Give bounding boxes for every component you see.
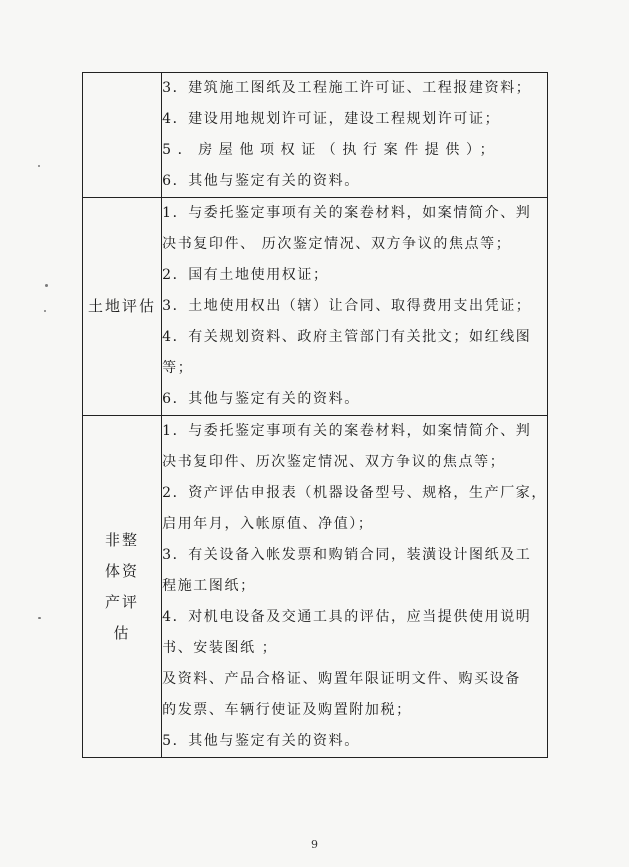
table-row (83, 73, 548, 198)
materials-cell (162, 416, 548, 758)
scan-speck (38, 617, 41, 619)
list-item: 2．资产评估申报表（机器设备型号、规格，生产厂家， (162, 485, 547, 501)
list-item: 1．与委托鉴定事项有关的案卷材料，如案情简介、判 (162, 423, 532, 439)
scan-speck (45, 284, 48, 287)
list-item: 5．房屋他项权证（执行案件提供）； (162, 142, 501, 158)
page-number: 9 (311, 838, 318, 851)
materials-cell (162, 198, 548, 416)
list-item: 4．有关规划资料、政府主管部门有关批文；如红线图 (162, 329, 532, 345)
list-item: 2．国有土地使用权证； (162, 267, 329, 283)
list-item: 3．土地使用权出（辖）让合同、取得费用支出凭证； (162, 298, 532, 314)
scan-speck (38, 165, 40, 167)
list-item: 等； (162, 360, 194, 376)
list-item: 5．其他与鉴定有关的资料。 (162, 733, 360, 749)
list-item: 决书复印件、 历次鉴定情况、双方争议的焦点等； (162, 236, 512, 252)
table-row (83, 416, 548, 758)
list-item: 启用年月，入帐原值、净值）； (162, 516, 374, 532)
category-cell (83, 73, 162, 198)
list-item: 程施工图纸； (162, 578, 256, 594)
list-item: 4．建设用地规划许可证，建设工程规划许可证； (162, 111, 501, 127)
list-item: 及资料、产品合格证、购置年限证明文件、购买设备 (162, 671, 521, 687)
category-cell: 土地评估 (83, 198, 162, 416)
list-item: 决书复印件、历次鉴定情况、双方争议的焦点等； (162, 454, 506, 470)
materials-table (82, 72, 548, 758)
list-item: 3．有关设备入帐发票和购销合同，装潢设计图纸及工 (162, 547, 532, 563)
materials-cell (162, 73, 548, 198)
list-item: 书、安装图纸 ； (162, 640, 278, 656)
list-item: 1．与委托鉴定事项有关的案卷材料，如案情简介、判 (162, 205, 532, 221)
table-row (83, 198, 548, 416)
list-item: 的发票、车辆行使证及购置附加税； (162, 702, 412, 718)
scan-speck (44, 310, 46, 312)
category-cell: 非整体资产评估 (83, 416, 162, 758)
list-item: 6．其他与鉴定有关的资料。 (162, 173, 360, 189)
list-item: 6．其他与鉴定有关的资料。 (162, 391, 360, 407)
list-item: 3．建筑施工图纸及工程施工许可证、工程报建资料； (162, 80, 532, 96)
list-item: 4．对机电设备及交通工具的评估，应当提供使用说明 (162, 609, 532, 625)
